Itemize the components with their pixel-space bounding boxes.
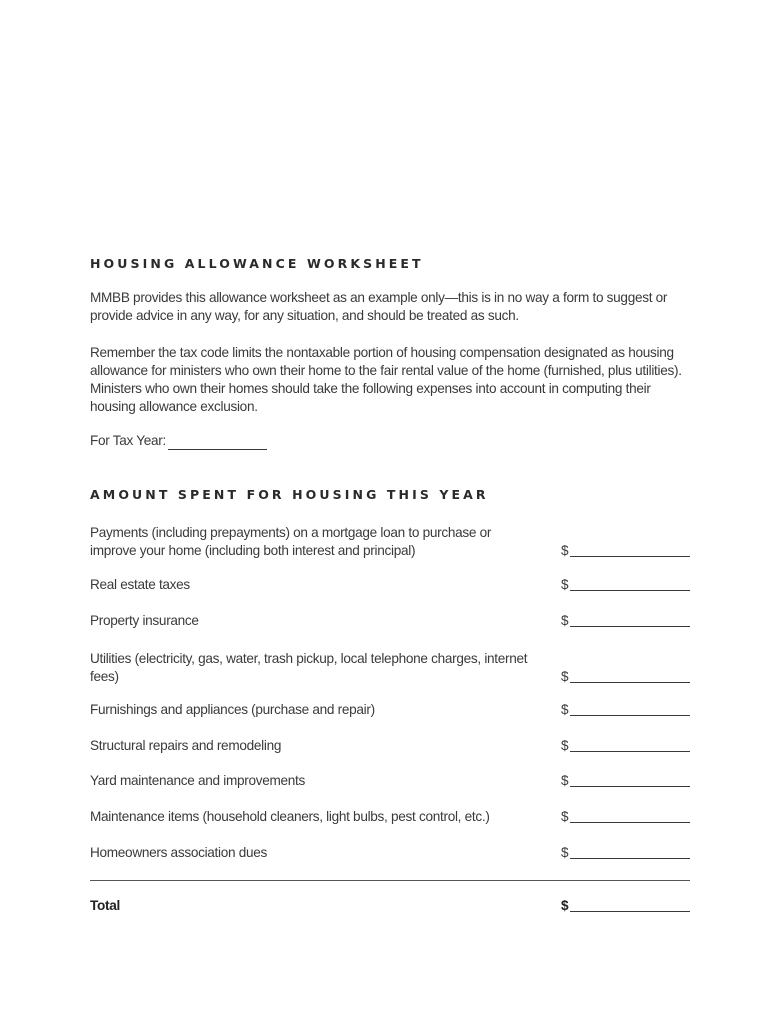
currency-symbol: $ (561, 845, 569, 860)
worksheet-title: HOUSING ALLOWANCE WORKSHEET (90, 256, 424, 271)
currency-symbol: $ (561, 543, 569, 558)
expense-amount-field[interactable] (561, 668, 690, 686)
expense-row-hoa-dues (90, 844, 690, 862)
expense-label: Payments (including prepayments) on a mortgage loan to purchase or improve your home (including both interest and principal) (90, 525, 492, 558)
disclaimer-paragraph: MMBB provides this allowance worksheet as an example only—this is in no way a form to suggest or provide advice in any way, for any situation, and should be treated as such. (90, 290, 668, 323)
worksheet-page (90, 0, 690, 1024)
amount-spent-heading: AMOUNT SPENT FOR HOUSING THIS YEAR (90, 487, 489, 502)
total-amount-blank[interactable] (570, 911, 690, 912)
tax-year-label: For Tax Year: (90, 433, 166, 448)
expense-amount-field[interactable] (561, 542, 690, 560)
currency-symbol: $ (561, 898, 569, 913)
currency-symbol: $ (561, 669, 569, 684)
currency-symbol: $ (561, 613, 569, 628)
amount-blank[interactable] (570, 786, 690, 787)
expense-row-structural-repairs (90, 737, 690, 755)
expense-label: Structural repairs and remodeling (90, 738, 282, 753)
total-divider (90, 880, 690, 881)
expense-amount-field[interactable] (561, 844, 690, 862)
expense-amount-field[interactable] (561, 576, 690, 594)
amount-blank[interactable] (570, 751, 690, 752)
amount-blank[interactable] (570, 822, 690, 823)
expense-row-real-estate-taxes (90, 576, 690, 594)
expense-row-furnishings (90, 701, 690, 719)
amount-blank[interactable] (570, 858, 690, 859)
currency-symbol: $ (561, 577, 569, 592)
tax-year-input[interactable] (168, 434, 267, 450)
expense-amount-field[interactable] (561, 808, 690, 826)
expense-amount-field[interactable] (561, 737, 690, 755)
expense-label: Real estate taxes (90, 577, 190, 592)
expense-row-property-insurance (90, 612, 690, 630)
currency-symbol: $ (561, 809, 569, 824)
currency-symbol: $ (561, 738, 569, 753)
expense-label: Property insurance (90, 613, 199, 628)
amount-blank[interactable] (570, 556, 690, 557)
expense-row-maintenance-items (90, 808, 690, 826)
tax-year-field (90, 432, 267, 450)
total-amount-field[interactable] (561, 897, 690, 915)
expense-amount-field[interactable] (561, 701, 690, 719)
expense-amount-field[interactable] (561, 612, 690, 630)
expense-row-utilities (90, 648, 690, 686)
amount-blank[interactable] (570, 682, 690, 683)
amount-blank[interactable] (570, 626, 690, 627)
amount-blank[interactable] (570, 715, 690, 716)
expense-row-yard-maintenance (90, 772, 690, 790)
total-row (90, 897, 690, 915)
total-label: Total (90, 898, 120, 913)
expense-label: Yard maintenance and improvements (90, 773, 306, 788)
expense-label: Furnishings and appliances (purchase and repair) (90, 702, 375, 717)
expense-label: Maintenance items (household cleaners, light bulbs, pest control, etc.) (90, 809, 490, 824)
currency-symbol: $ (561, 702, 569, 717)
expense-label: Utilities (electricity, gas, water, trash pickup, local telephone charges, internet fees) (90, 651, 528, 684)
expense-label: Homeowners association dues (90, 845, 268, 860)
currency-symbol: $ (561, 773, 569, 788)
expense-amount-field[interactable] (561, 772, 690, 790)
expense-row-mortgage (90, 522, 690, 560)
tax-code-paragraph: Remember the tax code limits the nontaxable portion of housing compensation designated as housing allowance for ministers who own their home to the fair rental value of the home (furnished, plus utilities). Ministers who own their homes should take the following expenses into account in computing their housing allowance exclusion. (90, 345, 682, 414)
amount-blank[interactable] (570, 590, 690, 591)
